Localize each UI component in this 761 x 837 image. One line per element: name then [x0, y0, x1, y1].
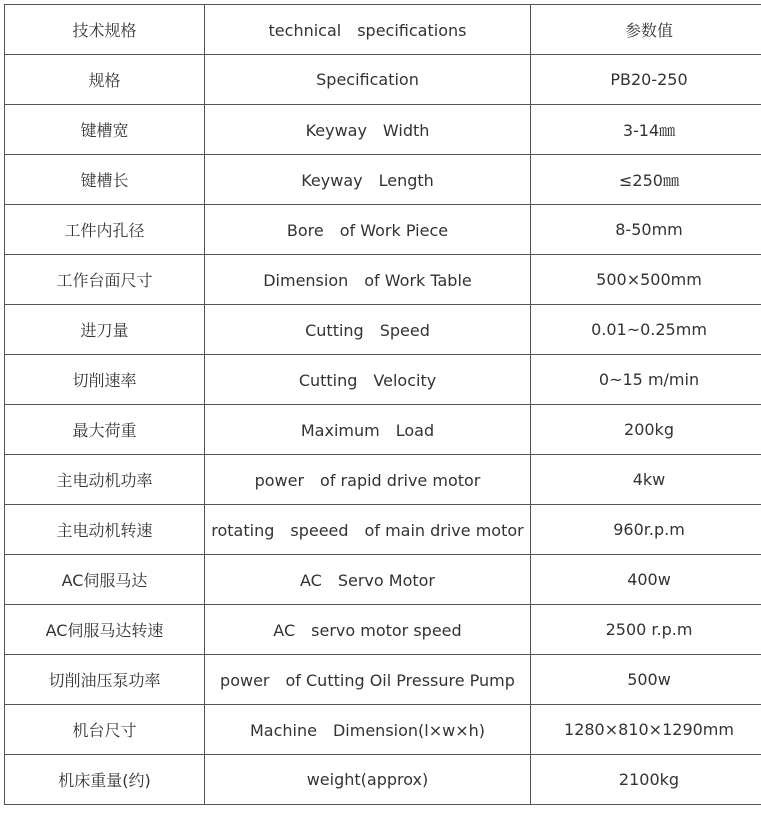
param-name-en: Keyway Width	[205, 105, 531, 155]
param-name-en: Cutting Velocity	[205, 355, 531, 405]
table-row	[5, 455, 761, 505]
param-name-en: power of Cutting Oil Pressure Pump	[205, 655, 531, 705]
param-value: 960r.p.m	[531, 505, 761, 555]
param-name-zh: 技术规格	[5, 5, 205, 55]
param-name-en: Machine Dimension(l×w×h)	[205, 705, 531, 755]
param-name-zh: 键槽长	[5, 155, 205, 205]
param-value: 500×500mm	[531, 255, 761, 305]
param-value: 200kg	[531, 405, 761, 455]
param-value: 2100kg	[531, 755, 761, 805]
param-value: 400w	[531, 555, 761, 605]
param-name-zh: 切削速率	[5, 355, 205, 405]
param-value: 4kw	[531, 455, 761, 505]
spec-table	[4, 4, 761, 805]
param-name-zh: 机台尺寸	[5, 705, 205, 755]
table-row	[5, 5, 761, 55]
table-row	[5, 355, 761, 405]
table-row	[5, 555, 761, 605]
table-row	[5, 505, 761, 555]
param-name-en: AC Servo Motor	[205, 555, 531, 605]
table-row	[5, 605, 761, 655]
param-value: 0~15 m/min	[531, 355, 761, 405]
param-value: PB20-250	[531, 55, 761, 105]
param-name-zh: 工件内孔径	[5, 205, 205, 255]
param-name-en: technical specifications	[205, 5, 531, 55]
param-name-zh: 进刀量	[5, 305, 205, 355]
param-name-en: Maximum Load	[205, 405, 531, 455]
param-value: 3-14㎜	[531, 105, 761, 155]
table-row	[5, 255, 761, 305]
param-name-en: Specification	[205, 55, 531, 105]
table-row	[5, 405, 761, 455]
param-value: 500w	[531, 655, 761, 705]
param-name-en: AC servo motor speed	[205, 605, 531, 655]
param-value: 1280×810×1290mm	[531, 705, 761, 755]
param-name-en: power of rapid drive motor	[205, 455, 531, 505]
table-row	[5, 755, 761, 805]
param-name-zh: 最大荷重	[5, 405, 205, 455]
table-row	[5, 105, 761, 155]
param-name-zh: 工作台面尺寸	[5, 255, 205, 305]
param-name-zh: 切削油压泵功率	[5, 655, 205, 705]
param-name-zh: 机床重量(约)	[5, 755, 205, 805]
table-row	[5, 655, 761, 705]
table-row	[5, 705, 761, 755]
param-name-en: rotating speeed of main drive motor	[205, 505, 531, 555]
param-name-zh: 规格	[5, 55, 205, 105]
param-name-zh: AC伺服马达	[5, 555, 205, 605]
table-row	[5, 205, 761, 255]
table-row	[5, 305, 761, 355]
table-row	[5, 155, 761, 205]
param-name-zh: 主电动机功率	[5, 455, 205, 505]
param-name-zh: AC伺服马达转速	[5, 605, 205, 655]
param-value: ≤250㎜	[531, 155, 761, 205]
param-value: 8-50mm	[531, 205, 761, 255]
table-row	[5, 55, 761, 105]
param-name-en: Bore of Work Piece	[205, 205, 531, 255]
param-value: 2500 r.p.m	[531, 605, 761, 655]
param-value: 0.01~0.25mm	[531, 305, 761, 355]
param-name-en: Cutting Speed	[205, 305, 531, 355]
param-name-en: Dimension of Work Table	[205, 255, 531, 305]
param-name-zh: 键槽宽	[5, 105, 205, 155]
param-name-zh: 主电动机转速	[5, 505, 205, 555]
param-name-en: Keyway Length	[205, 155, 531, 205]
param-name-en: weight(approx)	[205, 755, 531, 805]
param-value: 参数值	[531, 5, 761, 55]
